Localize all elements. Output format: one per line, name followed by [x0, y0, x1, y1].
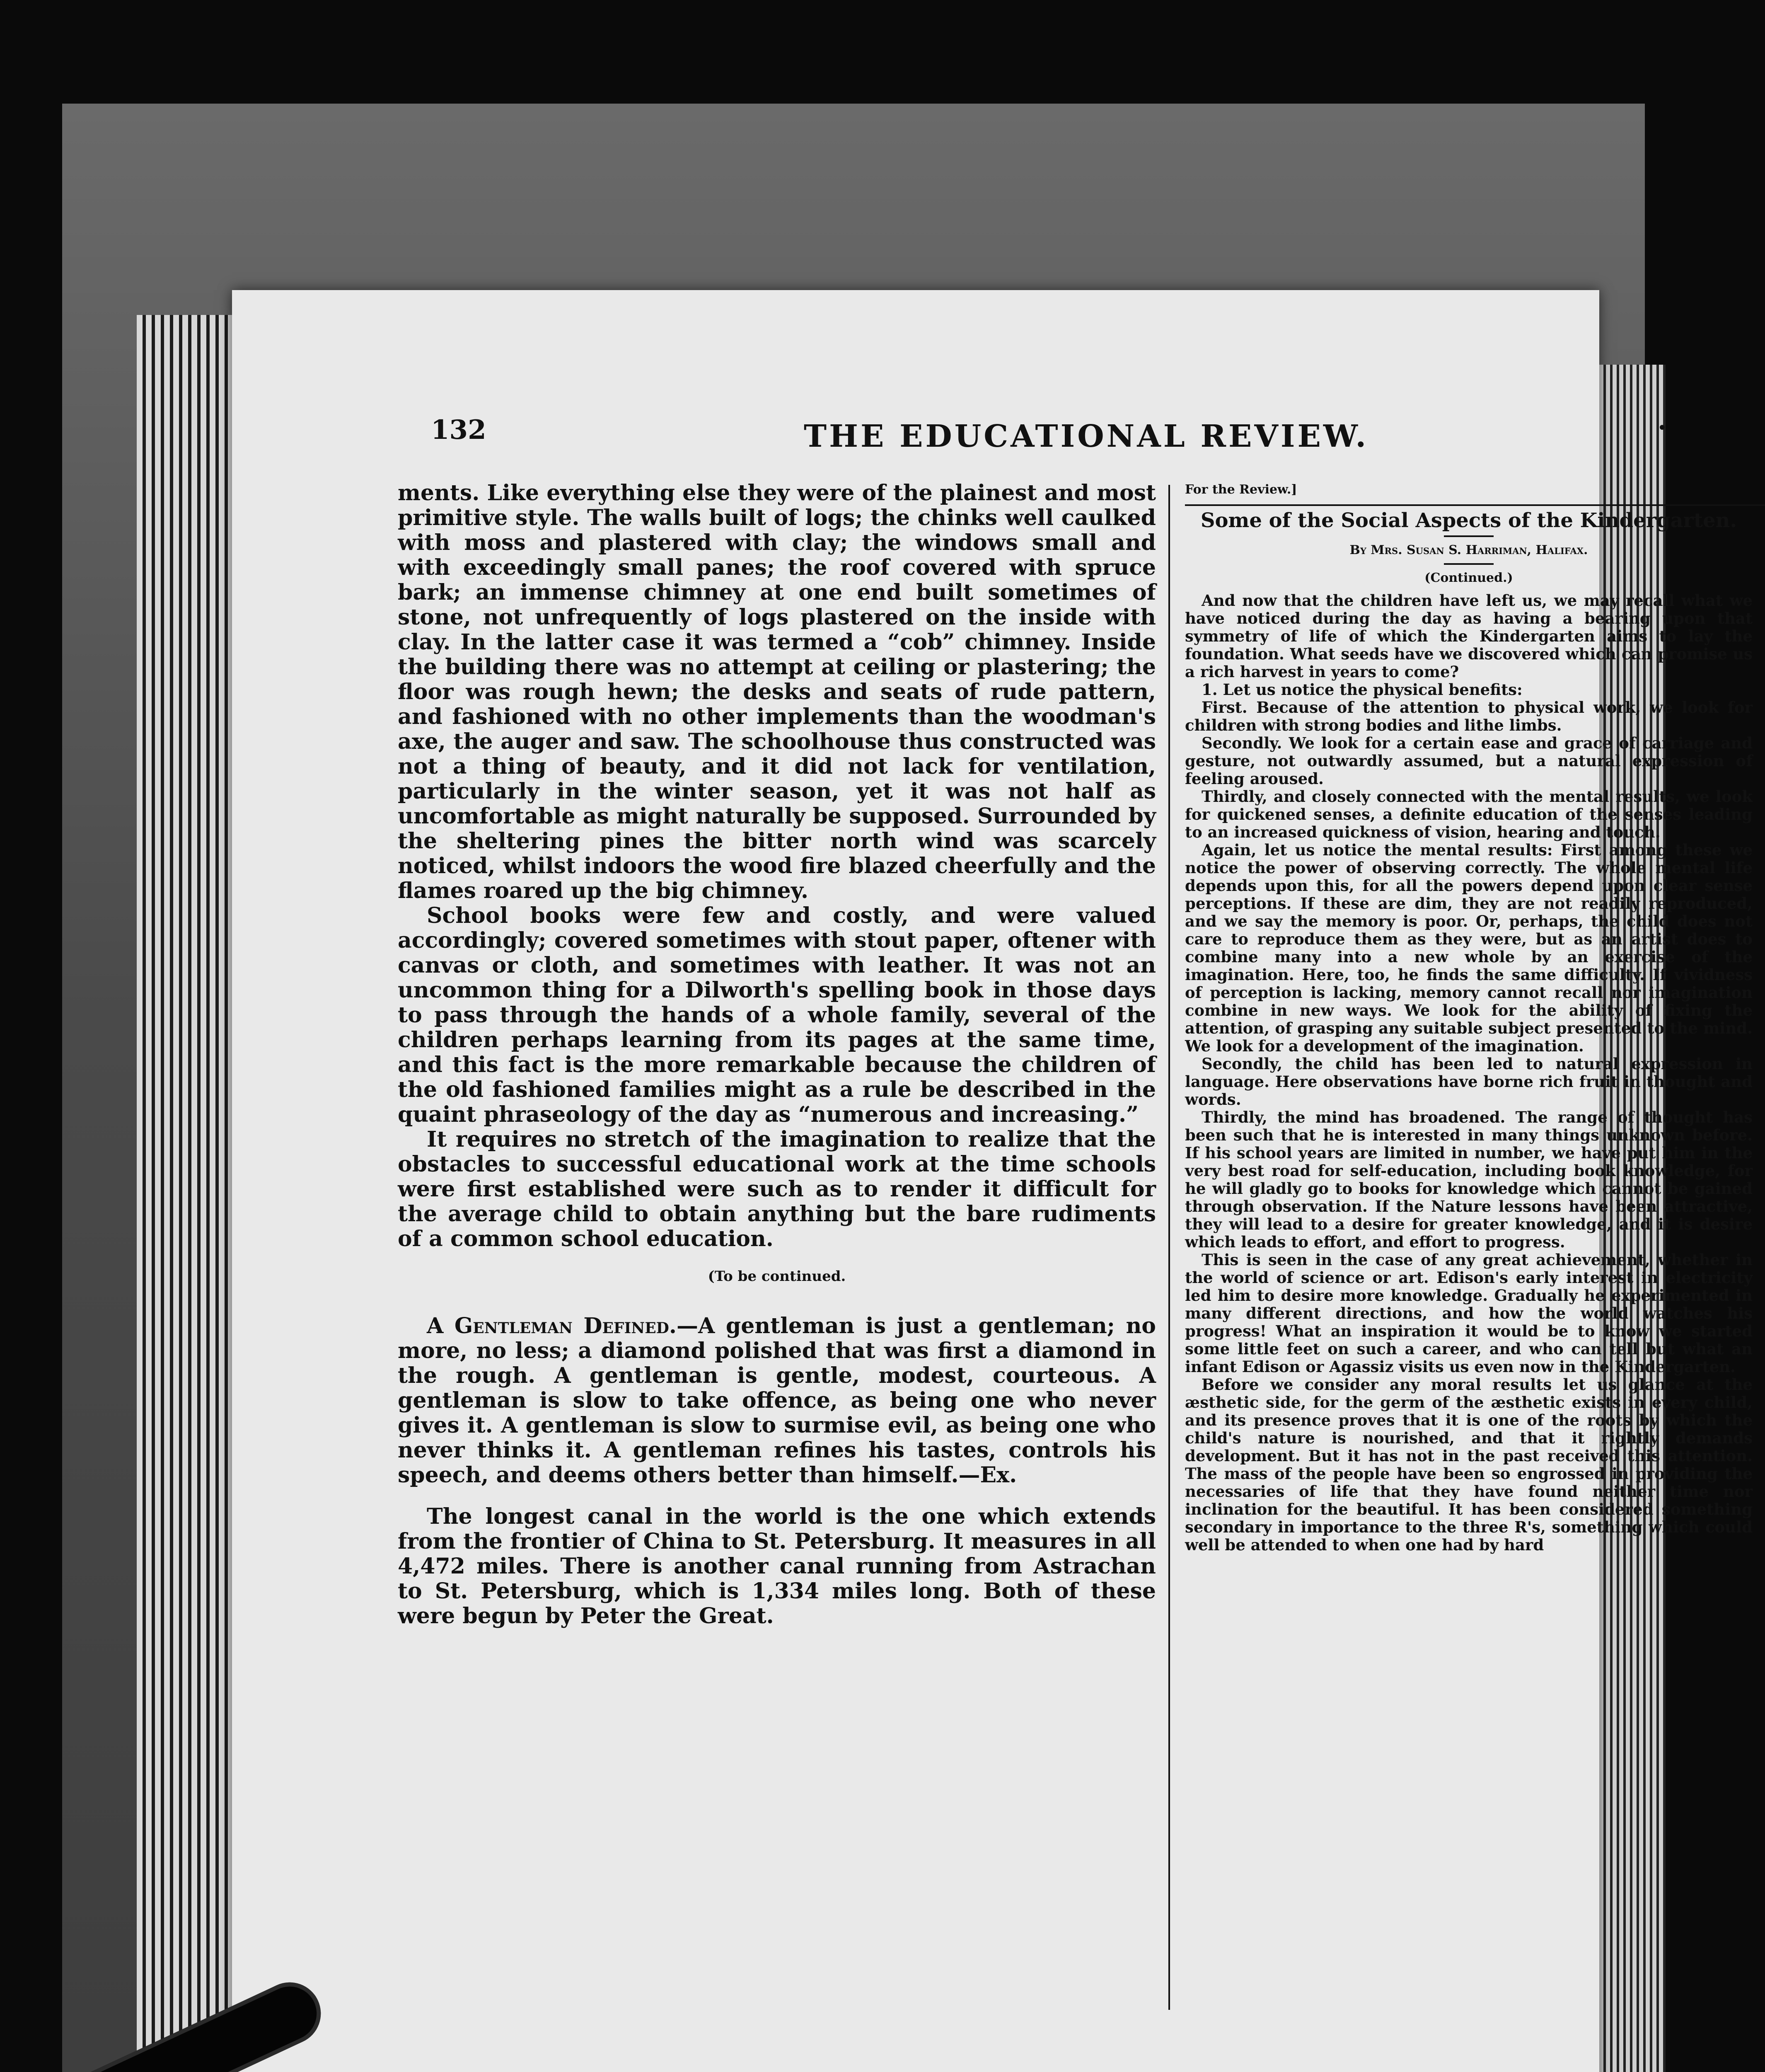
paragraph: Again, let us notice the mental results: First among these we notice the power of observing correctly. The whole mental life depends upon this, for all the powers depend upon clear sense perceptions. If these are dim, they are not readily reproduced, and we say the memory is poor. Or, perhaps, the child does not care to reproduce them as they were, but as an artist does to combine many into a new whole by an exercise of the imagination. Here, too, he finds the same difficulty. If vividness of perception is lacking, memory cannot recall nor imagination combine in new ways. We look for the ability of fixing the attention, of grasping any suitable subject presented to the mind. We look for a development of the imagination.	[1185, 841, 1753, 1055]
article-title: Some of the Social Aspects of the Kindergarten.	[1200, 509, 1737, 532]
journal-page	[232, 290, 1753, 2072]
header-ornament: •	[1657, 419, 1667, 438]
paragraph: Thirdly, and closely connected with the mental results, we look for quickened senses, a definite education of the senses leading to an increased quickness of vision, hearing and touch.	[1185, 787, 1753, 841]
gentleman-paragraph	[398, 1314, 1156, 1488]
left-column	[398, 481, 1156, 1629]
paragraph: This is seen in the case of any great achievement, whether in the world of science or art. Edison's early interest in electricity led him to desire more knowledge. Gradually he experimented in many different directions, and how the world watches his progress! What an inspiration it would be to know we started some little feet on such a career, and who can tell but what an infant Edison or Agassiz visits us even now in the Kindergarten.	[1185, 1251, 1753, 1376]
to-be-continued-note: (To be continued.	[708, 1268, 846, 1285]
paragraph: Secondly. We look for a certain ease and grace of carriage and gesture, not outwardly assumed, but a natural expression of feeling aroused.	[1185, 734, 1753, 788]
canal-paragraph: The longest canal in the world is the one which extends from the frontier of China to St. Petersburg. It measures in all 4,472 miles. There is another canal running from Astrachan to St. Petersburg, which is 1,334 miles long. Both of these were begun by Peter the Great.	[398, 1504, 1156, 1629]
continued-label: (Continued.)	[1424, 571, 1513, 585]
paragraph: It requires no stretch of the imagination to realize that the obstacles to successful educational work at the time schools were first established were such as to render it difficult for the average child to obtain anything but the bare rudiments of a common school education.	[398, 1127, 1156, 1251]
paragraph: Thirdly, the mind has broadened. The range of thought has been such that he is interested in many things unknown before. If his school years are limited in number, we have put him in the very best road for self-education, including book knowledge, for he will gladly go to books for knowledge which cannot be gained through observation. If the Nature lessons have been attractive, they will lead to a desire for greater knowledge, and it is desire which leads to effort, and effort to progress.	[1185, 1108, 1753, 1251]
book-spine	[137, 315, 240, 2072]
paragraph: First. Because of the attention to physical work, we look for children with strong bodies and lithe limbs.	[1185, 698, 1753, 734]
source-line: For the Review.]	[1185, 482, 1297, 497]
byline-rule	[1444, 563, 1494, 565]
page-header	[431, 410, 1715, 460]
paragraph: School books were few and costly, and were valued accordingly; covered sometimes with stout paper, oftener with canvas or cloth, and sometimes with leather. It was not an uncommon thing for a Dilworth's spelling book in those days to pass through the hands of a whole family, several of the children perhaps learning from its pages at the same time, and this fact is the more remarkable because the children of the old fashioned families might as a rule be described in the quaint phraseology of the day as “numerous and increasing.”	[398, 903, 1156, 1127]
article-rule	[1185, 504, 1765, 506]
paragraph: ments. Like everything else they were of the plainest and most primitive style. The walls built of logs; the chinks well caulked with moss and plastered with clay; the windows small and with exceedingly small panes; the roof covered with spruce bark; an immense chimney at one end built sometimes of stone, not unfrequently of logs plastered on the inside with clay. In the latter case it was termed a “cob” chimney. Inside the building there was no attempt at ceiling or plastering; the floor was rough hewn; the desks and seats of rude pattern, and fashioned with no other implements than the woodman's axe, the auger and saw. The schoolhouse thus constructed was not a thing of beauty, and it did not lack for ventilation, particularly in the winter season, yet it was not half as uncomfortable as might naturally be supposed. Surrounded by the sheltering pines the bitter north wind was scarcely noticed, whilst indoors the wood fire blazed cheerfully and the flames roared up the big chimney.	[398, 480, 1156, 903]
gentleman-text: —A gentleman is just a gentleman; no more, no less; a diamond polished that was first a diamond in the rough. A gentleman is gentle, modest, courteous. A gentleman is slow to take offence, as being one who never gives it. A gentleman is slow to surmise evil, as being one who never thinks it. A gentleman refines his tastes, controls his speech, and deems others better than himself.—Ex.	[398, 1313, 1156, 1488]
running-title: THE EDUCATIONAL REVIEW.	[804, 419, 1369, 454]
page-number: 132	[431, 414, 486, 445]
paragraph: Secondly, the child has been led to natural expression in language. Here observations have borne rich fruit in thought and words.	[1185, 1055, 1753, 1109]
title-rule	[1444, 535, 1494, 537]
gentleman-heading: A Gentleman Defined.	[427, 1313, 677, 1339]
paragraph: And now that the children have left us, we may recall what we have noticed during the day as having a bearing upon that symmetry of life of which the Kindergarten aims to lay the foundation. What seeds have we discovered which can promise us a rich harvest in years to come?	[1185, 591, 1753, 681]
right-column	[1185, 481, 1753, 1554]
byline: By Mrs. Susan S. Harriman, Halifax.	[1349, 543, 1588, 557]
paragraph: 1. Let us notice the physical benefits:	[1202, 680, 1523, 699]
column-divider	[1168, 485, 1170, 2010]
paragraph: Before we consider any moral results let us glance at the æsthetic side, for the germ of the æsthetic exists in every child, and its presence proves that it is one of the roots by which the child's nature is nourished, and that it rightly demands development. But it has not in the past received this attention. The mass of the people have been so engrossed in providing the necessaries of life that they have found neither time nor inclination for the beautiful. It has been considered something secondary in importance to the three R's, something which could well be attended to when one had by hard	[1185, 1375, 1753, 1554]
